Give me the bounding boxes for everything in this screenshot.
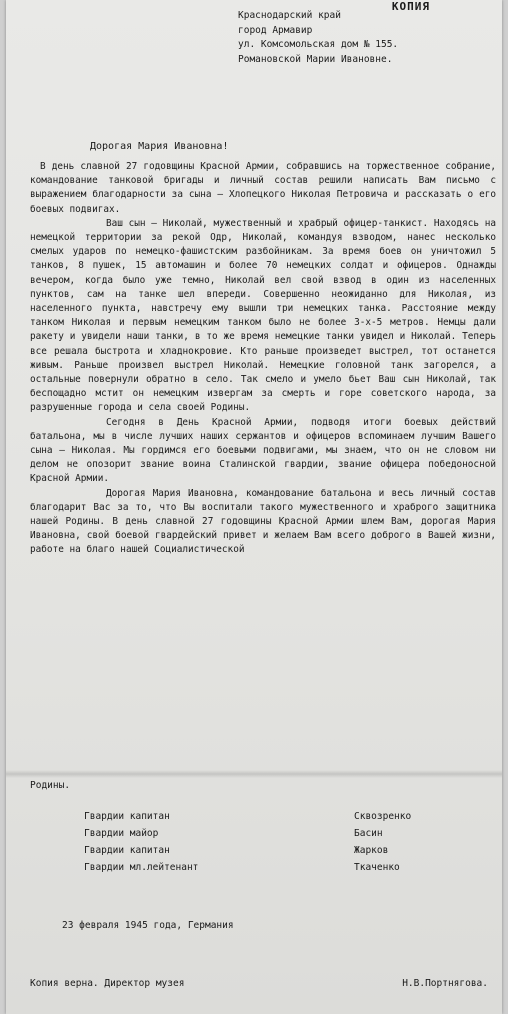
- certification-footer: [30, 978, 488, 989]
- signature-row: [84, 859, 424, 876]
- signature-row: [84, 842, 424, 859]
- paragraph: Ваш сын – Николай, мужественный и храбрый офицер-танкист. Находясь на немецкой территории за рекой Одр, Николай, командуя взводом, нанес несколько смелых ударов по немецко-фашистским разбойникам. За время боев он уничтожил 5 танков, 8 пушек, 15 автомашин и более 70 немецких солдат и офицеров. Однажды вечером, когда было уже темно, Николай вел свой взвод в один из населенных пунктов, сам на танке шел впереди. Совершенно неожиданно для Николая, из населенного пункта, навстречу ему вышли три немецких танка. Расстояние между танком Николая и первым немецким танком было не более 3-х-5 метров. Немцы дали ракету и увидели наши танки, в то же время немецкие танки увидел и Николай. Теперь все решала быстрота и хладнокровие. Кто раньше произведет выстрел, тот останется живым. Раньше произвел выстрел Николай. Немецкие головной танк загорелся, а остальные повернули обратно в село. Так смело и умело бьет Ваш сын Николай, так беспощадно мстит он немецким извергам за смерть и горе советского народа, за разрушенные города и села своей Родины.: [30, 217, 496, 414]
- signer-rank: Гвардии капитан: [84, 811, 170, 822]
- signer-name: Жарков: [354, 845, 389, 856]
- signer-rank: Гвардии капитан: [84, 845, 170, 856]
- certification-text: Копия верна. Директор музея: [30, 978, 185, 989]
- signer-rank: Гвардии майор: [84, 828, 159, 839]
- museum-director-name: Н.В.Портнягова.: [402, 978, 488, 989]
- address-line: город Армавир: [238, 24, 313, 36]
- signature-row: [84, 825, 424, 842]
- signature-row: [84, 808, 424, 825]
- signer-name: Сквозренко: [354, 811, 412, 822]
- paragraph: Дорогая Мария Ивановна, командование батальона и весь личный состав благодарит Вас за то, что Вы воспитали такого мужественного и храброго защитника нашей Родины. В день славной 27 годовщины Красной Армии шлем Вам, дорогая Мария Ивановна, свой боевой гвардейский привет и желаем Вам всего доброго в Вашей жизни, работе на благо нашей Социалистической: [30, 487, 496, 556]
- address-line: Краснодарский край: [238, 10, 341, 21]
- letter-page: [6, 0, 502, 1014]
- address-line: ул. Комсомольская дом № 155.: [238, 39, 399, 50]
- paragraph: В день славной 27 годовщины Красной Армии, собравшись на торжественное собрание, командование танковой бригады и личный состав решили написать Вам письмо с выражением благодарности за сына – Хлопецкого Николая Петровича и рассказать о его боевых подвигах.: [30, 161, 496, 215]
- letter-date: 23 февраля 1945 года, Германия: [62, 920, 234, 931]
- signer-name: Ткаченко: [354, 862, 400, 873]
- paragraph: Сегодня в День Красной Армии, подводя итоги боевых действий батальона, мы в числе лучших наших сержантов и офицеров вспоминаем лучшим Вашего сына – Николая. Мы гордимся его боевыми подвигами, мы знаем, что он не словом ни делом не опозорит звание воина Сталинской гвардии, звание офицера победоносной Красной Армии.: [30, 416, 496, 485]
- address-line: Романовской Марии Ивановне.: [238, 53, 393, 65]
- copy-stamp: КОПИЯ: [391, 0, 430, 13]
- closing-word: Родины.: [30, 780, 71, 791]
- signature-block: [84, 808, 424, 876]
- letter-body: [30, 160, 496, 558]
- signer-rank: Гвардии мл.лейтенант: [84, 862, 199, 873]
- signer-name: Басин: [354, 828, 383, 839]
- recipient-address: [238, 9, 398, 67]
- greeting: Дорогая Мария Ивановна!: [90, 141, 229, 152]
